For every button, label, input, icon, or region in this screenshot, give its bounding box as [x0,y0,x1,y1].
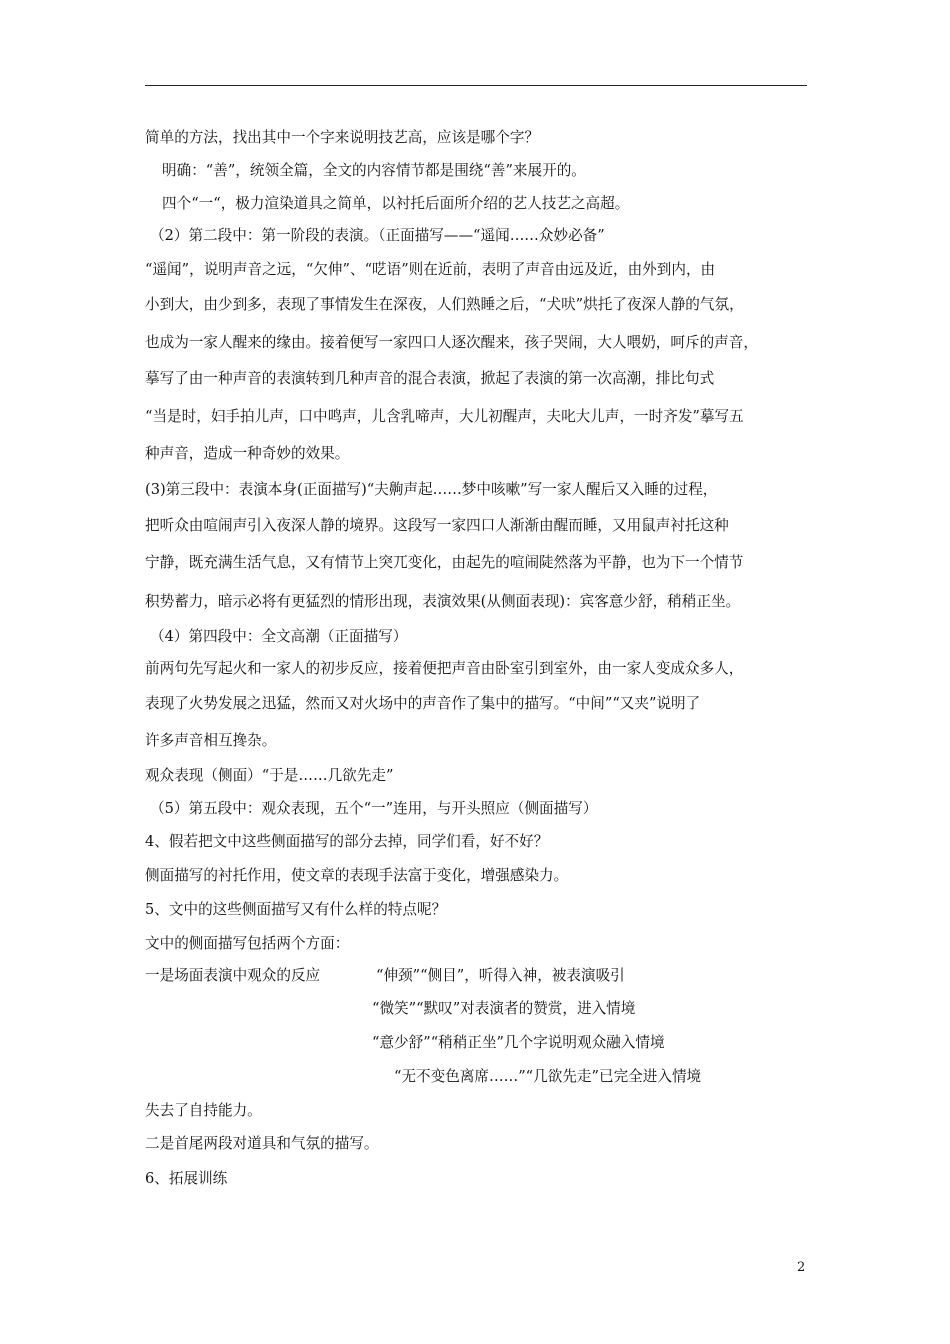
text-line: “无不变色离席……”“几欲先走”已完全进入情境 [394,1068,702,1085]
text-line: 简单的方法，找出其中一个字来说明技艺高，应该是哪个字？ [145,129,540,146]
text-line: 二是首尾两段对道具和气氛的描写。 [145,1135,379,1152]
header-rule [145,85,807,86]
text-line: 一是场面表演中观众的反应 [145,967,321,984]
text-line: 也成为一家人醒来的缘由。接着便写一家四口人逐次醒来，孩子哭闹，大人喂奶，呵斥的声音， [145,334,758,351]
text-line: 把听众由喧闹声引入夜深人静的境界。这段写一家四口人渐渐由醒而睡，又用鼠声衬托这种 [145,517,729,534]
text-line: 宁静，既充满生活气息，又有情节上突兀变化，由起先的喧闹陡然落为平静，也为下一个情节 [145,554,744,571]
text-line: 积势蓄力，暗示必将有更猛烈的情形出现，表演效果(从侧面表现)：宾客意少舒，稍稍正坐。 [145,593,741,610]
text-line: 6、拓展训练 [145,1170,228,1187]
text-line: （5）第五段中：观众表现，五个“一”连用，与开头照应（侧面描写） [150,800,598,817]
text-line: 小到大，由少到多，表现了事情发生在深夜，人们熟睡之后，“犬吠”烘托了夜深人静的气氛， [145,296,744,313]
text-line: 失去了自持能力。 [145,1102,262,1119]
text-line: 摹写了由一种声音的表演转到几种声音的混合表演，掀起了表演的第一次高潮，排比句式 [145,370,715,387]
text-line: “意少舒”“稍稍正坐”几个字说明观众融入情境 [372,1034,665,1051]
text-line: 四个“一“，极力渲染道具之简单，以衬托后面所介绍的艺人技艺之高超。 [162,195,630,212]
text-line: “微笑”“默叹”对表演者的赞赏，进入情境 [372,1000,636,1017]
text-line: 明确：“善”，统领全篇，全文的内容情节都是围绕“善”来展开的。 [162,162,586,179]
text-line: 侧面描写的衬托作用，使文章的表现手法富于变化，增强感染力。 [145,867,569,884]
text-line: （2）第二段中：第一阶段的表演。（正面描写——“遥闻……众妙必备” [150,227,605,244]
page-number: 2 [797,1260,806,1275]
text-line: “当是时，妇手拍儿声，口中鸣声，儿含乳啼声，大儿初醒声，夫叱大儿声，一时齐发”摹写五 [145,408,744,425]
text-line: 种声音，造成一种奇妙的效果。 [145,445,350,462]
text-line: (3)第三段中：表演本身(正面描写)“夫齁声起……梦中咳嗽”写一家人醒后又入睡的过程， [145,481,718,498]
text-line: 4、假若把文中这些侧面描写的部分去掉，同学们看，好不好？ [145,833,549,850]
text-line: 文中的侧面描写包括两个方面： [145,935,350,952]
text-line: 前两句先写起火和一家人的初步反应，接着便把声音由卧室引到室外，由一家人变成众多人， [145,660,744,677]
text-line: 观众表现（侧面）“于是……几欲先走” [145,767,394,784]
text-line: “伸颈”“侧目”，听得入神，被表演吸引 [376,967,625,984]
text-line: 表现了火势发展之迅猛，然而又对火场中的声音作了集中的描写。“中间”“又夹”说明了 [145,695,701,712]
text-line: 许多声音相互搀杂。 [145,732,277,749]
text-line: （4）第四段中：全文高潮（正面描写） [150,628,408,645]
text-line: “遥闻”，说明声音之远，“欠伸”、“呓语”则在近前，表明了声音由远及近，由外到内，由 [145,261,716,278]
text-line: 5、文中的这些侧面描写又有什么样的特点呢？ [145,901,447,918]
